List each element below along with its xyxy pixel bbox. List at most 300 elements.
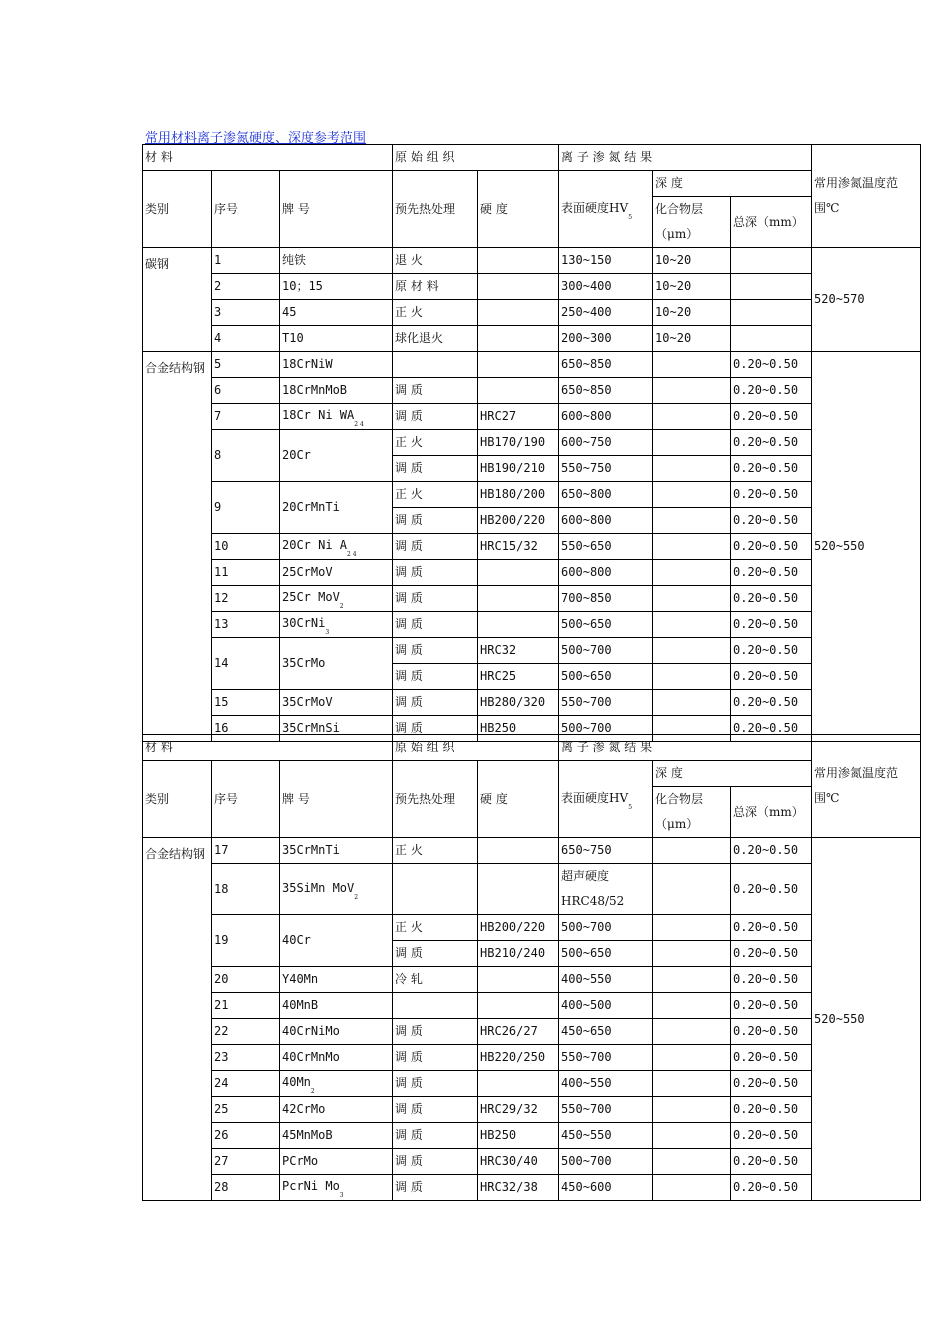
table-row [143, 864, 921, 915]
seq-cell: 28 [212, 1175, 280, 1201]
total-depth-cell: 0.20~0.50 [731, 941, 812, 967]
surface-hardness-cell: 400~550 [559, 1071, 653, 1097]
surface-hardness-cell: 250~400 [559, 300, 653, 326]
grade-cell [280, 248, 393, 274]
surface-hardness-cell: 700~850 [559, 586, 653, 612]
hardness-cell [478, 838, 559, 864]
hardness-header: 硬 度 [478, 171, 559, 248]
total-depth-cell: 0.20~0.50 [731, 534, 812, 560]
total-depth-cell [731, 326, 812, 352]
table-row [143, 352, 921, 378]
table-row [143, 1045, 921, 1071]
table-row [143, 612, 921, 638]
hardness-cell: HB250 [478, 716, 559, 742]
surface-hardness-cell: 300~400 [559, 274, 653, 300]
hardness-cell: HRC32/38 [478, 1175, 559, 1201]
seq-cell: 13 [212, 612, 280, 638]
pretreat-cell: 调 质 [393, 508, 478, 534]
grade-cell [280, 586, 393, 612]
surface-hardness-subscript: 5 [628, 213, 633, 221]
total-depth-cell: 0.20~0.50 [731, 1149, 812, 1175]
pretreat-cell: 正 火 [393, 430, 478, 456]
surface-hardness-cell: 400~500 [559, 993, 653, 1019]
pretreat-cell: 调 质 [393, 941, 478, 967]
hardness-cell: HB180/200 [478, 482, 559, 508]
total-depth-cell: 0.20~0.50 [731, 838, 812, 864]
grade-text: T10 [282, 331, 304, 345]
pretreat-cell: 调 质 [393, 1149, 478, 1175]
category-alloy-steel: 合金结构钢 [143, 352, 212, 742]
table-row [143, 248, 921, 274]
grade-text: PCrMo [282, 1154, 319, 1168]
total-depth-cell: 0.20~0.50 [731, 864, 812, 915]
pretreat-cell: 调 质 [393, 1019, 478, 1045]
seq-cell: 1 [212, 248, 280, 274]
temp-range-carbon: 520~570 [812, 248, 921, 352]
seq-cell: 24 [212, 1071, 280, 1097]
hardness-cell [478, 612, 559, 638]
nitriding-table-part-1 [142, 144, 921, 742]
grade-text: 35SiMn MoV [282, 880, 355, 895]
hardness-cell [478, 352, 559, 378]
hardness-cell: HRC32 [478, 638, 559, 664]
grade-text: 20Cr [282, 448, 311, 462]
seq-header: 序号 [212, 171, 280, 248]
original-structure-header: 原 始 组 织 [393, 735, 559, 761]
table-row [143, 1071, 921, 1097]
table-row [143, 1097, 921, 1123]
hardness-cell: HB220/250 [478, 1045, 559, 1071]
pretreat-cell: 退 火 [393, 248, 478, 274]
pretreat-cell: 调 质 [393, 612, 478, 638]
hardness-cell: HRC26/27 [478, 1019, 559, 1045]
pretreat-cell: 调 质 [393, 586, 478, 612]
hardness-cell [478, 274, 559, 300]
hardness-cell [478, 1071, 559, 1097]
total-depth-cell: 0.20~0.50 [731, 586, 812, 612]
hardness-cell: HRC15/32 [478, 534, 559, 560]
temp-range-alloy: 520~550 [812, 352, 921, 742]
grade-text: 18CrMnMoB [282, 383, 348, 397]
grade-text: 25CrMoV [282, 565, 333, 579]
seq-cell: 10 [212, 534, 280, 560]
grade-cell [280, 300, 393, 326]
pretreat-cell: 调 质 [393, 1045, 478, 1071]
depth-header: 深 度 [653, 761, 812, 787]
grade-cell [280, 864, 393, 915]
seq-cell: 20 [212, 967, 280, 993]
grade-subscript: 3 [325, 629, 330, 636]
total-depth-cell: 0.20~0.50 [731, 560, 812, 586]
hardness-cell: HRC30/40 [478, 1149, 559, 1175]
grade-text: 40CrNiMo [282, 1024, 340, 1038]
grade-cell [280, 1045, 393, 1071]
surface-hardness-cell: 130~150 [559, 248, 653, 274]
total-depth-cell: 0.20~0.50 [731, 1123, 812, 1149]
depth-header: 深 度 [653, 171, 812, 197]
compound-layer-cell [653, 430, 731, 456]
seq-cell: 9 [212, 482, 280, 534]
surface-hardness-cell: 650~800 [559, 482, 653, 508]
table-row [143, 534, 921, 560]
compound-layer-cell [653, 378, 731, 404]
pretreat-cell: 调 质 [393, 1123, 478, 1149]
compound-layer-cell: 10~20 [653, 248, 731, 274]
surface-hardness-cell: 450~550 [559, 1123, 653, 1149]
grade-cell [280, 534, 393, 560]
header-row [143, 761, 921, 787]
pretreat-cell: 正 火 [393, 838, 478, 864]
total-depth-cell: 0.20~0.50 [731, 508, 812, 534]
seq-cell: 16 [212, 716, 280, 742]
grade-cell [280, 612, 393, 638]
compound-layer-cell [653, 352, 731, 378]
hardness-cell [478, 378, 559, 404]
grade-text: 35CrMoV [282, 695, 333, 709]
nitriding-table-part-2 [142, 734, 921, 1201]
pretreat-cell: 调 质 [393, 690, 478, 716]
compound-layer-cell [653, 456, 731, 482]
grade-cell [280, 326, 393, 352]
pretreat-cell: 调 质 [393, 1175, 478, 1201]
grade-text: 45MnMoB [282, 1128, 333, 1142]
hardness-cell: HRC29/32 [478, 1097, 559, 1123]
hardness-header: 硬 度 [478, 761, 559, 838]
grade-cell [280, 838, 393, 864]
table-row [143, 300, 921, 326]
temp-range-header: 常用渗氮温度范围℃ [812, 145, 921, 248]
compound-layer-cell [653, 1175, 731, 1201]
compound-layer-header: 化合物层（μm） [653, 197, 731, 248]
table-row [143, 430, 921, 456]
pretreat-header: 预先热处理 [393, 171, 478, 248]
pretreat-cell: 正 火 [393, 482, 478, 508]
compound-layer-cell [653, 1123, 731, 1149]
total-depth-cell: 0.20~0.50 [731, 1175, 812, 1201]
grade-text: 45 [282, 305, 297, 319]
seq-cell: 18 [212, 864, 280, 915]
total-depth-cell: 0.20~0.50 [731, 664, 812, 690]
pretreat-cell: 调 质 [393, 1097, 478, 1123]
material-header: 材 料 [143, 735, 393, 761]
pretreat-cell [393, 864, 478, 915]
table-row [143, 690, 921, 716]
surface-hardness-cell: 450~650 [559, 1019, 653, 1045]
compound-layer-cell [653, 915, 731, 941]
grade-text: Y40Mn [282, 972, 319, 986]
hardness-cell [478, 248, 559, 274]
total-depth-cell [731, 300, 812, 326]
compound-layer-cell [653, 612, 731, 638]
pretreat-cell: 正 火 [393, 915, 478, 941]
total-depth-cell: 0.20~0.50 [731, 1045, 812, 1071]
grade-text: 40CrMnMo [282, 1050, 340, 1064]
total-depth-header: 总深（mm） [731, 197, 812, 248]
grade-cell [280, 1019, 393, 1045]
category-carbon-steel: 碳钢 [143, 248, 212, 352]
surface-hardness-cell: 500~700 [559, 915, 653, 941]
surface-hardness-cell: 600~800 [559, 560, 653, 586]
grade-text: 20Cr Ni A [282, 538, 348, 552]
seq-cell: 17 [212, 838, 280, 864]
grade-cell [280, 1123, 393, 1149]
grade-cell [280, 430, 393, 482]
grade-text: 20CrMnTi [282, 500, 340, 514]
surface-hardness-label: 表面硬度HV [561, 790, 629, 805]
pretreat-cell: 调 质 [393, 716, 478, 742]
table-row [143, 1175, 921, 1201]
compound-layer-cell [653, 404, 731, 430]
surface-hardness-cell: 450~600 [559, 1175, 653, 1201]
surface-hardness-cell: 550~750 [559, 456, 653, 482]
grade-cell [280, 690, 393, 716]
seq-cell: 11 [212, 560, 280, 586]
total-depth-cell: 0.20~0.50 [731, 612, 812, 638]
compound-layer-cell [653, 586, 731, 612]
total-depth-cell: 0.20~0.50 [731, 482, 812, 508]
table-row [143, 967, 921, 993]
surface-hardness-cell: 550~700 [559, 1045, 653, 1071]
surface-hardness-cell: 500~650 [559, 664, 653, 690]
total-depth-cell: 0.20~0.50 [731, 352, 812, 378]
total-depth-cell: 0.20~0.50 [731, 404, 812, 430]
grade-cell [280, 993, 393, 1019]
total-depth-cell: 0.20~0.50 [731, 1071, 812, 1097]
hardness-cell [478, 864, 559, 915]
total-depth-cell: 0.20~0.50 [731, 915, 812, 941]
compound-layer-cell: 10~20 [653, 326, 731, 352]
compound-layer-cell [653, 560, 731, 586]
surface-hardness-cell: 200~300 [559, 326, 653, 352]
seq-cell: 25 [212, 1097, 280, 1123]
seq-cell: 27 [212, 1149, 280, 1175]
temp-range-header: 常用渗氮温度范围℃ [812, 735, 921, 838]
seq-cell: 12 [212, 586, 280, 612]
seq-cell: 3 [212, 300, 280, 326]
pretreat-cell [393, 993, 478, 1019]
total-depth-cell: 0.20~0.50 [731, 1097, 812, 1123]
compound-layer-cell [653, 482, 731, 508]
surface-hardness-cell: 650~850 [559, 378, 653, 404]
hardness-cell [478, 967, 559, 993]
grade-header: 牌 号 [280, 171, 393, 248]
grade-cell [280, 915, 393, 967]
compound-layer-cell [653, 1097, 731, 1123]
header-row [143, 171, 921, 197]
nitriding-result-header: 离 子 渗 氮 结 果 [559, 145, 812, 171]
grade-text: 40Cr [282, 933, 311, 947]
table-row [143, 638, 921, 664]
seq-header: 序号 [212, 761, 280, 838]
compound-layer-cell [653, 864, 731, 915]
hardness-cell: HRC25 [478, 664, 559, 690]
compound-layer-cell [653, 1071, 731, 1097]
surface-hardness-header [559, 171, 653, 248]
document-title: 常用材料离子渗氮硬度、深度参考范围 [145, 131, 367, 146]
pretreat-cell: 调 质 [393, 534, 478, 560]
surface-hardness-cell: 500~700 [559, 638, 653, 664]
total-depth-cell: 0.20~0.50 [731, 456, 812, 482]
grade-cell [280, 1071, 393, 1097]
surface-hardness-subscript: 5 [628, 803, 633, 811]
pretreat-cell: 调 质 [393, 664, 478, 690]
grade-cell [280, 560, 393, 586]
surface-hardness-cell: 500~700 [559, 716, 653, 742]
surface-hardness-cell: 400~550 [559, 967, 653, 993]
compound-layer-cell [653, 838, 731, 864]
surface-hardness-cell: 550~700 [559, 1097, 653, 1123]
grade-cell [280, 352, 393, 378]
grade-cell [280, 274, 393, 300]
surface-hardness-cell: 500~700 [559, 1149, 653, 1175]
header-row [143, 735, 921, 761]
grade-text: 10；15 [282, 279, 323, 293]
grade-subscript: 2 4 [347, 551, 357, 558]
grade-text: 35CrMnSi [282, 721, 340, 735]
seq-cell: 14 [212, 638, 280, 690]
total-depth-cell: 0.20~0.50 [731, 430, 812, 456]
hardness-cell: HB280/320 [478, 690, 559, 716]
compound-layer-cell [653, 993, 731, 1019]
hardness-cell [478, 993, 559, 1019]
category-header: 类别 [143, 761, 212, 838]
seq-cell: 2 [212, 274, 280, 300]
grade-cell [280, 404, 393, 430]
seq-cell: 7 [212, 404, 280, 430]
surface-hardness-cell: 600~750 [559, 430, 653, 456]
grade-subscript: 2 [354, 893, 359, 901]
grade-cell [280, 1149, 393, 1175]
table-row [143, 274, 921, 300]
compound-layer-cell [653, 638, 731, 664]
grade-cell [280, 967, 393, 993]
compound-layer-cell [653, 1019, 731, 1045]
pretreat-cell: 调 质 [393, 378, 478, 404]
grade-cell [280, 378, 393, 404]
surface-hardness-cell: 500~650 [559, 612, 653, 638]
grade-text: 18Cr Ni WA [282, 408, 355, 422]
total-depth-cell: 0.20~0.50 [731, 378, 812, 404]
hardness-cell [478, 586, 559, 612]
pretreat-cell [393, 352, 478, 378]
table-row [143, 1123, 921, 1149]
compound-layer-cell [653, 690, 731, 716]
table-row [143, 586, 921, 612]
hardness-cell [478, 560, 559, 586]
category-alloy-steel: 合金结构钢 [143, 838, 212, 1201]
surface-hardness-cell: 600~800 [559, 508, 653, 534]
grade-cell [280, 1175, 393, 1201]
total-depth-cell: 0.20~0.50 [731, 638, 812, 664]
surface-hardness-cell: 550~700 [559, 690, 653, 716]
total-depth-cell [731, 248, 812, 274]
grade-text: 40Mn [282, 1075, 311, 1089]
grade-text: 40MnB [282, 998, 319, 1012]
grade-subscript: 2 [339, 603, 344, 610]
surface-hardness-cell: 650~750 [559, 838, 653, 864]
grade-cell [280, 638, 393, 690]
pretreat-cell: 调 质 [393, 560, 478, 586]
seq-cell: 4 [212, 326, 280, 352]
table-row [143, 404, 921, 430]
grade-text: 18CrNiW [282, 357, 333, 371]
surface-hardness-header [559, 761, 653, 838]
original-structure-header: 原 始 组 织 [393, 145, 559, 171]
grade-subscript: 2 [310, 1088, 315, 1095]
hardness-cell: HB200/220 [478, 915, 559, 941]
seq-cell: 19 [212, 915, 280, 967]
category-header: 类别 [143, 171, 212, 248]
compound-layer-cell [653, 1149, 731, 1175]
hardness-cell: HB250 [478, 1123, 559, 1149]
grade-subscript: 3 [339, 1192, 344, 1199]
seq-cell: 8 [212, 430, 280, 482]
surface-hardness-cell: 超声硬度HRC48/52 [559, 864, 653, 915]
table-row [143, 482, 921, 508]
hardness-cell [478, 300, 559, 326]
compound-layer-cell [653, 967, 731, 993]
total-depth-cell: 0.20~0.50 [731, 690, 812, 716]
grade-text: 25Cr MoV [282, 590, 340, 604]
total-depth-cell: 0.20~0.50 [731, 716, 812, 742]
compound-layer-cell: 10~20 [653, 300, 731, 326]
pretreat-header: 预先热处理 [393, 761, 478, 838]
pretreat-cell: 冷 轧 [393, 967, 478, 993]
hardness-cell: HB210/240 [478, 941, 559, 967]
hardness-cell [478, 326, 559, 352]
surface-hardness-cell: 500~650 [559, 941, 653, 967]
seq-cell: 15 [212, 690, 280, 716]
seq-cell: 26 [212, 1123, 280, 1149]
table-row [143, 993, 921, 1019]
temp-range-alloy: 520~550 [812, 838, 921, 1201]
table-row [143, 326, 921, 352]
hardness-cell: HB190/210 [478, 456, 559, 482]
hardness-cell: HB170/190 [478, 430, 559, 456]
pretreat-cell: 调 质 [393, 638, 478, 664]
surface-hardness-cell: 600~800 [559, 404, 653, 430]
table-row [143, 838, 921, 864]
total-depth-cell [731, 274, 812, 300]
surface-hardness-cell: 650~850 [559, 352, 653, 378]
total-depth-header: 总深（mm） [731, 787, 812, 838]
hardness-cell: HRC27 [478, 404, 559, 430]
grade-text: PcrNi Mo [282, 1179, 340, 1193]
pretreat-cell: 球化退火 [393, 326, 478, 352]
pretreat-cell: 调 质 [393, 404, 478, 430]
grade-text: 42CrMo [282, 1102, 326, 1116]
grade-text: 30CrNi [282, 616, 326, 630]
seq-cell: 6 [212, 378, 280, 404]
grade-cell [280, 1097, 393, 1123]
total-depth-cell: 0.20~0.50 [731, 967, 812, 993]
compound-layer-cell [653, 508, 731, 534]
grade-header: 牌 号 [280, 761, 393, 838]
pretreat-cell: 调 质 [393, 456, 478, 482]
compound-layer-cell [653, 534, 731, 560]
total-depth-cell: 0.20~0.50 [731, 993, 812, 1019]
pretreat-cell: 调 质 [393, 1071, 478, 1097]
table-row [143, 560, 921, 586]
compound-layer-cell [653, 1045, 731, 1071]
grade-text: 35CrMo [282, 656, 326, 670]
surface-hardness-cell: 550~650 [559, 534, 653, 560]
table-row [143, 1019, 921, 1045]
total-depth-cell: 0.20~0.50 [731, 1019, 812, 1045]
seq-cell: 22 [212, 1019, 280, 1045]
pretreat-cell: 原 材 料 [393, 274, 478, 300]
material-header: 材 料 [143, 145, 393, 171]
